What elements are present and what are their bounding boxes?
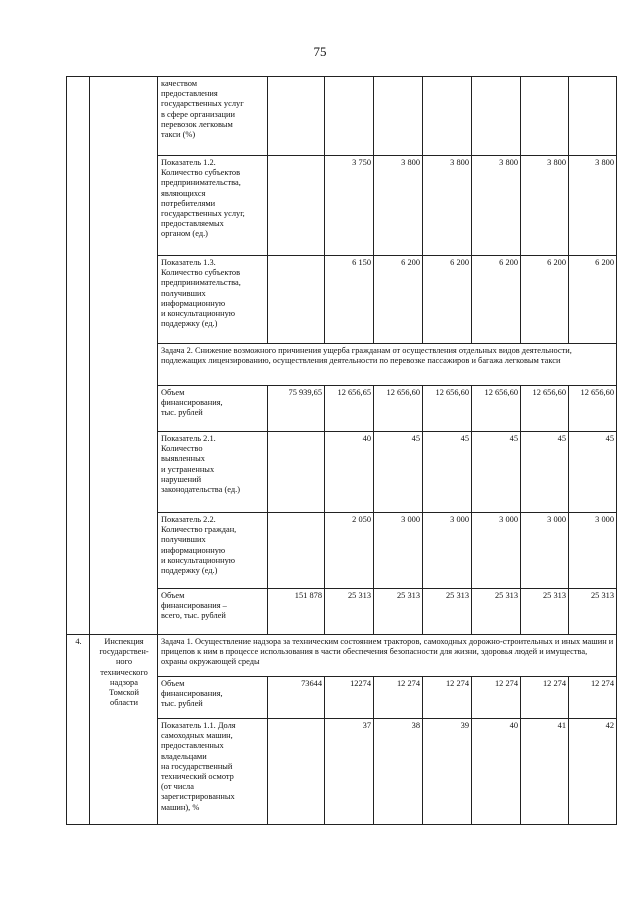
task-description: Задача 2. Снижение возможного причинения ущерба гражданам от осуществления отдельных видов деятельности, подлежащих лицензированию, осуществления деятельности по перевозке пассажиров и багажа легковым такси <box>158 344 617 386</box>
year-value: 45 <box>569 432 617 513</box>
year-value: 6 150 <box>325 256 374 344</box>
year-value <box>569 77 617 156</box>
year-value: 40 <box>325 432 374 513</box>
base-value <box>268 156 325 256</box>
year-value: 25 313 <box>521 589 569 635</box>
year-value <box>472 77 521 156</box>
task-description: Задача 1. Осуществление надзора за техническим состоянием тракторов, самоходных дорожно-строительных и иных машин и прицепов к ним в процессе использования в части обеспечения безопасности для жизни, здоровья людей и имущества, охраны окружающей среды <box>158 635 617 677</box>
row-number-cell: 4. <box>67 635 90 825</box>
year-value: 2 050 <box>325 513 374 589</box>
year-value: 3 000 <box>569 513 617 589</box>
year-value: 12 274 <box>423 677 472 719</box>
year-value: 3 000 <box>521 513 569 589</box>
year-value: 3 000 <box>374 513 423 589</box>
year-value: 12 274 <box>374 677 423 719</box>
year-value <box>374 77 423 156</box>
year-value: 3 800 <box>521 156 569 256</box>
year-value: 3 750 <box>325 156 374 256</box>
year-value: 45 <box>521 432 569 513</box>
year-value: 3 000 <box>472 513 521 589</box>
indicator-label: Показатель 1.1. Доля самоходных машин, предоставленных владельцами на государственный технический осмотр (от числа зарегистрированных машин), % <box>158 719 268 825</box>
base-value <box>268 256 325 344</box>
base-value: 75 939,65 <box>268 386 325 432</box>
indicator-label: Показатель 1.2. Количество субъектов предпринимательства, являющихся потребителями государственных услуг, предоставляемых органом (ед.) <box>158 156 268 256</box>
indicator-label: Объем финансирования, тыс. рублей <box>158 677 268 719</box>
year-value: 12 656,65 <box>325 386 374 432</box>
base-value <box>268 77 325 156</box>
indicator-label: Объем финансирования – всего, тыс. рублей <box>158 589 268 635</box>
year-value: 3 800 <box>374 156 423 256</box>
base-value <box>268 432 325 513</box>
indicator-label: Объем финансирования, тыс. рублей <box>158 386 268 432</box>
year-value <box>423 77 472 156</box>
year-value: 12 274 <box>472 677 521 719</box>
year-value: 12 274 <box>569 677 617 719</box>
base-value: 73644 <box>268 677 325 719</box>
year-value: 6 200 <box>569 256 617 344</box>
year-value: 6 200 <box>374 256 423 344</box>
year-value: 3 800 <box>472 156 521 256</box>
year-value: 39 <box>423 719 472 825</box>
year-value: 41 <box>521 719 569 825</box>
year-value: 12 656,60 <box>569 386 617 432</box>
year-value: 12 274 <box>521 677 569 719</box>
year-value: 12274 <box>325 677 374 719</box>
organization-cell: Инспекция государствен- ного технического надзора Томской области <box>90 635 158 825</box>
year-value: 3 000 <box>423 513 472 589</box>
year-value: 37 <box>325 719 374 825</box>
year-value: 6 200 <box>472 256 521 344</box>
year-value: 25 313 <box>374 589 423 635</box>
year-value: 3 800 <box>569 156 617 256</box>
page-number: 75 <box>313 44 327 59</box>
year-value: 3 800 <box>423 156 472 256</box>
year-value: 25 313 <box>423 589 472 635</box>
year-value: 6 200 <box>521 256 569 344</box>
indicator-label: Показатель 2.1. Количество выявленных и устраненных нарушений законодательства (ед.) <box>158 432 268 513</box>
year-value: 38 <box>374 719 423 825</box>
row-number-cell <box>67 77 90 635</box>
year-value: 12 656,60 <box>374 386 423 432</box>
year-value: 12 656,60 <box>423 386 472 432</box>
base-value: 151 878 <box>268 589 325 635</box>
year-value: 45 <box>472 432 521 513</box>
program-table <box>66 76 617 825</box>
base-value <box>268 513 325 589</box>
organization-cell <box>90 77 158 635</box>
year-value: 12 656,60 <box>472 386 521 432</box>
indicator-label: Показатель 2.2. Количество граждан, получивших информационную и консультационную поддержку (ед.) <box>158 513 268 589</box>
year-value: 45 <box>423 432 472 513</box>
year-value: 6 200 <box>423 256 472 344</box>
indicator-label: Показатель 1.3. Количество субъектов предпринимательства, получивших информационную и консультационную поддержку (ед.) <box>158 256 268 344</box>
year-value: 40 <box>472 719 521 825</box>
base-value <box>268 719 325 825</box>
year-value: 25 313 <box>472 589 521 635</box>
indicator-label: качеством предоставления государственных услуг в сфере организации перевозок легковым такси (%) <box>158 77 268 156</box>
table-row <box>67 635 617 677</box>
year-value: 12 656,60 <box>521 386 569 432</box>
year-value: 45 <box>374 432 423 513</box>
year-value: 25 313 <box>569 589 617 635</box>
year-value: 42 <box>569 719 617 825</box>
year-value: 25 313 <box>325 589 374 635</box>
year-value <box>325 77 374 156</box>
table-row <box>67 77 617 156</box>
year-value <box>521 77 569 156</box>
